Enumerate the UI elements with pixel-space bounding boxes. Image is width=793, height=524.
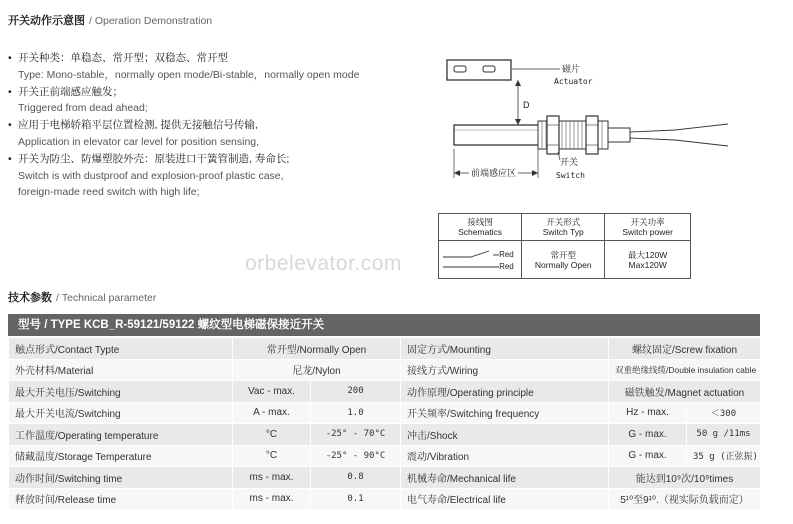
switch-label-en: Switch — [556, 171, 585, 180]
param-label: 外壳材料/Material — [9, 359, 233, 381]
table-row — [9, 445, 761, 467]
header-en: Switch power — [622, 227, 673, 237]
table-row — [9, 467, 761, 489]
param-label: 固定方式/Mounting — [401, 338, 609, 360]
operation-title-en: / Operation Demonstration — [89, 15, 213, 27]
header-en: Switch Typ — [542, 227, 584, 237]
param-unit: A - max. — [233, 402, 311, 424]
table-row — [9, 424, 761, 446]
table-row — [9, 402, 761, 424]
param-label: 最大开关电流/Switching — [9, 402, 233, 424]
arrow-down-icon — [515, 119, 521, 125]
param-number: -25° - 90°C — [311, 445, 401, 467]
param-number: 35 g (正弦振) — [687, 445, 761, 467]
param-label: 最大开关电压/Switching — [9, 381, 233, 403]
arrow-left-icon — [454, 170, 460, 176]
switch-spec-table — [438, 213, 691, 279]
param-unit: G - max. — [609, 445, 687, 467]
hex-nut — [547, 116, 559, 154]
param-label: 触点形式/Contact Typte — [9, 338, 233, 360]
operation-title-zh: 开关动作示意图 — [8, 15, 85, 27]
gap-label: D — [523, 100, 530, 110]
param-label: 电气寿命/Electrical life — [401, 488, 609, 510]
switch-power-cell — [605, 241, 691, 279]
param-value: 常开型/Normally Open — [233, 338, 401, 360]
schematic-cell — [439, 241, 522, 279]
param-number: 200 — [311, 381, 401, 403]
table-row — [9, 338, 761, 360]
table-row — [9, 488, 761, 510]
param-label: 接线方式/Wiring — [401, 359, 609, 381]
header-switch-power — [605, 214, 691, 241]
watermark: orbelevator.com — [245, 252, 402, 275]
param-label: 冲击/Shock — [401, 424, 609, 446]
header-schematics — [439, 214, 522, 241]
operation-title — [8, 12, 212, 28]
header-zh: 开关形式 — [546, 217, 581, 227]
param-unit: Hz - max. — [609, 402, 687, 424]
arrow-right-icon — [532, 170, 538, 176]
parameter-table — [8, 337, 761, 510]
switch-type-zh: 常开型 — [550, 249, 576, 260]
tech-title-zh: 技术参数 — [8, 292, 52, 304]
param-value: 磁铁触发/Magnet actuation — [609, 381, 761, 403]
param-unit: °C — [233, 424, 311, 446]
switch-power-zh: 最大120W — [628, 249, 668, 260]
switch-type-en: Normally Open — [534, 259, 592, 270]
param-label: 开关频率/Switching frequency — [401, 402, 609, 424]
param-label: 工作温度/Operating temperature — [9, 424, 233, 446]
hex-nut — [586, 116, 598, 154]
sensor-body — [454, 125, 552, 145]
actuator-slot — [454, 66, 466, 72]
param-label: 动作时间/Switching time — [9, 467, 233, 489]
feature-en: foreign-made reed switch with high life; — [18, 186, 200, 199]
param-number: ＜300 — [687, 402, 761, 424]
param-unit: G - max. — [609, 424, 687, 446]
param-unit: °C — [233, 445, 311, 467]
param-label: 释放时间/Release time — [9, 488, 233, 510]
wire-label: Red — [499, 261, 514, 271]
param-number: -25° - 70°C — [311, 424, 401, 446]
param-label: 储藏温度/Storage Temperature — [9, 445, 233, 467]
cable-sleeve — [608, 128, 630, 142]
feature-en: Switch is with dustproof and explosion-proof plastic case, — [18, 169, 284, 182]
actuator-slot — [483, 66, 495, 72]
header-zh: 接线图 — [467, 217, 493, 227]
table-row — [9, 359, 761, 381]
wire-label: Red — [499, 249, 514, 259]
param-value: 螺纹固定/Screw fixation — [609, 338, 761, 360]
param-number: 0.8 — [311, 467, 401, 489]
sensing-zone-label: 前端感应区 — [471, 168, 517, 178]
param-value: 尼龙/Nylon — [233, 359, 401, 381]
header-switch-type — [522, 214, 605, 241]
feature-en: Triggered from dead ahead; — [18, 102, 148, 115]
table-row — [9, 381, 761, 403]
param-number: 50 g /11ms — [687, 424, 761, 446]
tech-title-en: / Technical parameter — [56, 292, 157, 304]
switch-label-zh: 开关 — [560, 157, 579, 167]
feature-zh: • 开关正前端感应触发； — [8, 84, 368, 101]
param-label: 机械寿命/Mechanical life — [401, 467, 609, 489]
operation-diagram — [440, 50, 730, 200]
cable-wire — [630, 124, 728, 132]
param-value: 5¹⁰至9¹⁰.（视实际负载而定） — [609, 488, 761, 510]
param-label: 动作原理/Operating principle — [401, 381, 609, 403]
tech-title — [8, 289, 156, 305]
arrow-up-icon — [515, 80, 521, 86]
feature-en: Type: Mono-stable，normally open mode/Bi-stable，normally open mode — [18, 68, 360, 81]
model-header: 型号 / TYPE KCB_R-59121/59122 螺纹型电梯磁保接近开关 — [8, 314, 760, 336]
feature-zh: • 开关为防尘、防爆塑胶外壳：原装进口干簧管制造, 寿命长; — [8, 151, 368, 168]
actuator-label-en: Actuator — [554, 77, 593, 86]
feature-zh: • 应用于电梯轿箱平层位置检测, 提供无接触信号传输, — [8, 117, 368, 134]
actuator-label-zh: 磁片 — [562, 64, 581, 74]
param-number: 1.0 — [311, 402, 401, 424]
feature-en: Application in elevator car level for position sensing, — [18, 135, 260, 148]
header-zh: 开关功率 — [630, 217, 665, 227]
feature-list — [8, 50, 368, 201]
param-unit: Vac - max. — [233, 381, 311, 403]
switch-type-cell — [522, 241, 605, 279]
switch-power-en: Max120W — [628, 259, 667, 270]
param-unit: ms - max. — [233, 467, 311, 489]
param-label: 震动/Vibration — [401, 445, 609, 467]
param-number: 0.1 — [311, 488, 401, 510]
feature-zh: • 开关种类：单稳态、常开型；双稳态、常开型 — [8, 50, 368, 67]
cable-wire — [630, 138, 728, 146]
param-unit: ms - max. — [233, 488, 311, 510]
param-value: 能达到10⁹次/10⁹times — [609, 467, 761, 489]
header-en: Schematics — [458, 227, 503, 237]
param-value: 双重绝缘线缆/Double insulation cable — [609, 359, 761, 381]
